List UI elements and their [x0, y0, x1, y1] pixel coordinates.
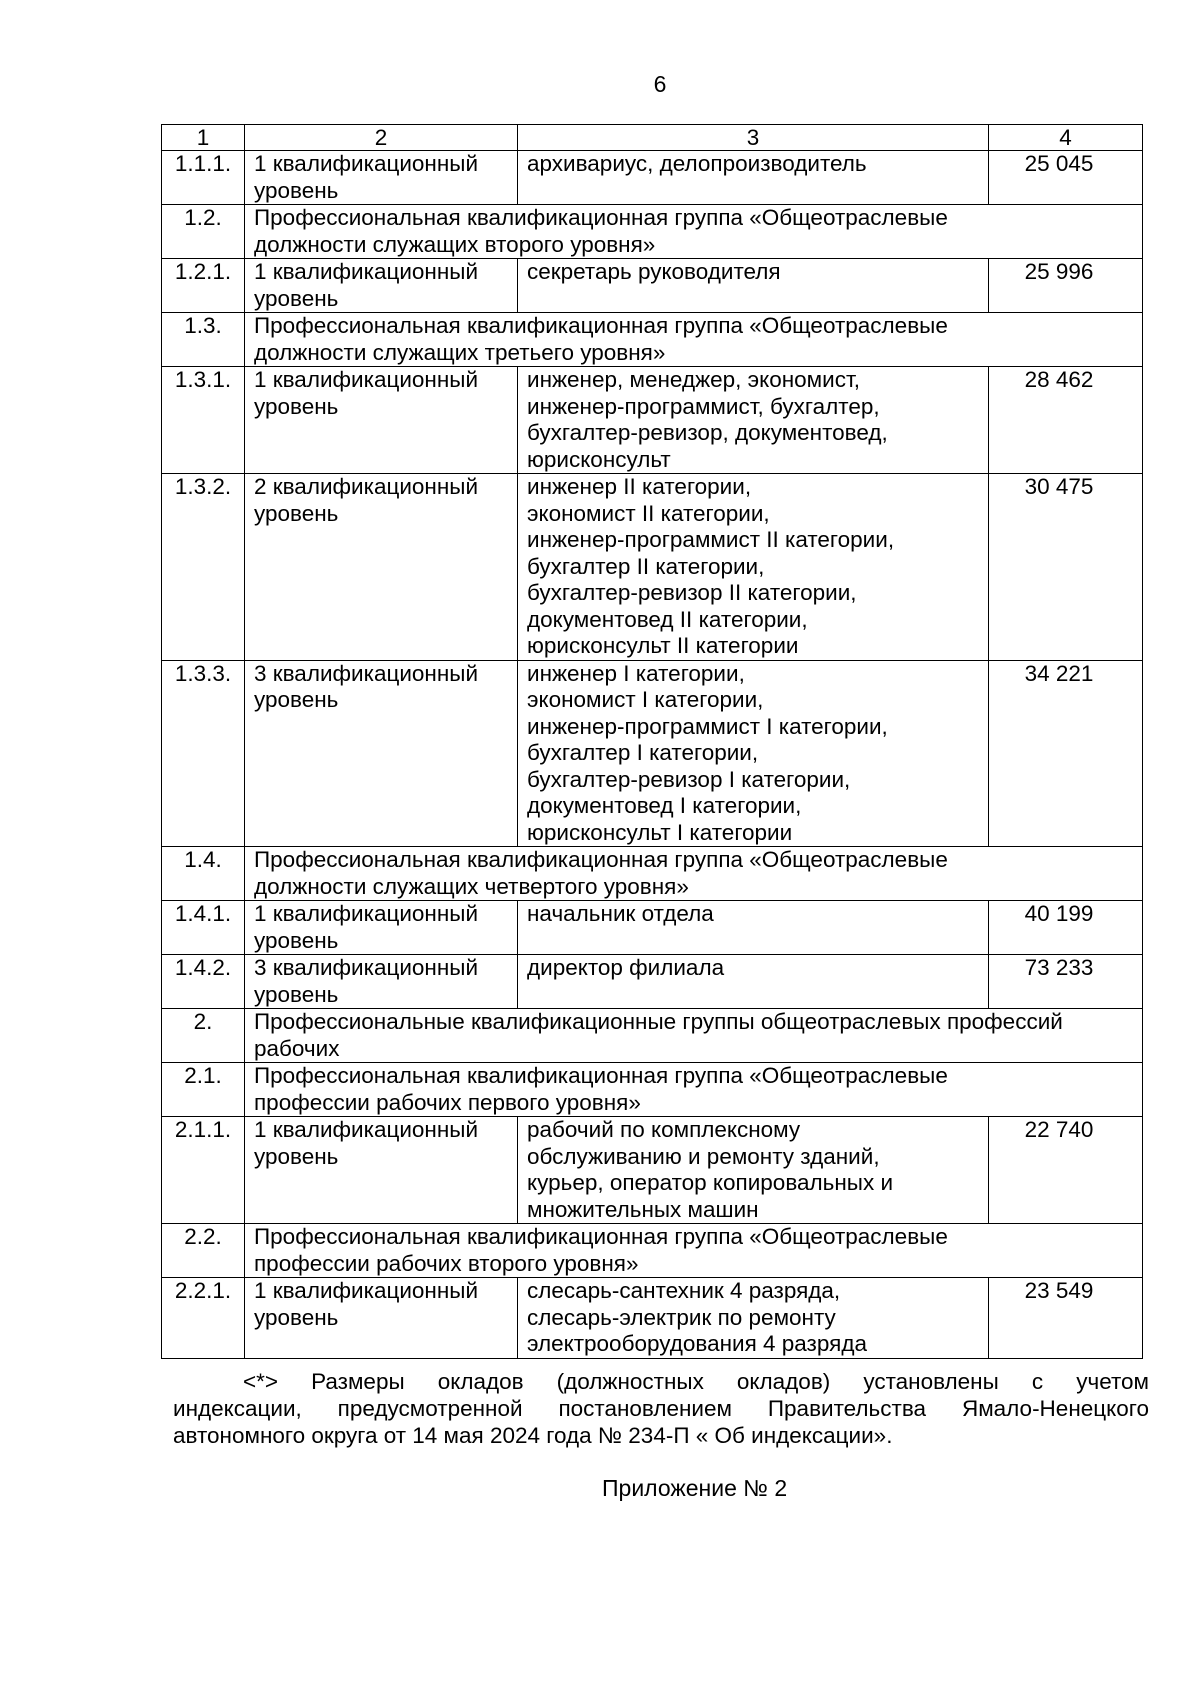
positions-cell	[518, 955, 989, 1009]
row-number: 1.1.1.	[162, 151, 245, 205]
position-line: бухгалтер-ревизор I категории,	[527, 766, 851, 792]
salary-table	[161, 124, 1143, 1359]
group-row	[162, 847, 1143, 901]
group-title-line: должности служащих второго уровня»	[254, 231, 656, 257]
salary-cell: 30 475	[989, 474, 1143, 661]
row-number: 1.4.2.	[162, 955, 245, 1009]
positions-cell	[518, 474, 989, 661]
qualification-level-line: 3 квалификационный	[254, 660, 479, 686]
qualification-level-line: 1 квалификационный	[254, 151, 479, 176]
level-row	[162, 367, 1143, 474]
salary-cell: 25 996	[989, 259, 1143, 313]
footnote	[173, 1368, 1149, 1449]
qualification-level-line: уровень	[254, 981, 339, 1007]
header-cell-4: 4	[989, 125, 1143, 151]
header-cell-1: 1	[162, 125, 245, 151]
row-number: 2.2.1.	[162, 1278, 245, 1359]
group-title-line: должности служащих четвертого уровня»	[254, 873, 689, 899]
footnote-line: автономного округа от 14 мая 2024 года № 234-П « Об индексации».	[173, 1423, 893, 1448]
position-line: архивариус, делопроизводитель	[527, 151, 867, 176]
qualification-level-cell	[245, 660, 518, 847]
level-row	[162, 660, 1143, 847]
table-header-row	[162, 125, 1143, 151]
position-line: инженер, менеджер, экономист,	[527, 367, 861, 392]
position-line: слесарь-сантехник 4 разряда,	[527, 1278, 841, 1303]
positions-cell	[518, 151, 989, 205]
qualification-level-line: 2 квалификационный	[254, 474, 479, 499]
group-row	[162, 1009, 1143, 1063]
header-cell-2: 2	[245, 125, 518, 151]
qualification-level-cell	[245, 474, 518, 661]
group-title-line: рабочих	[254, 1035, 340, 1061]
positions-cell	[518, 660, 989, 847]
row-number: 1.3.1.	[162, 367, 245, 474]
salary-table-body	[162, 125, 1143, 1359]
qualification-level-cell	[245, 955, 518, 1009]
level-row	[162, 1117, 1143, 1224]
position-line: документовед I категории,	[527, 793, 802, 818]
appendix-title: Приложение № 2	[602, 1475, 788, 1501]
qualification-level-line: уровень	[254, 1304, 339, 1330]
group-row	[162, 205, 1143, 259]
position-line: инженер I категории,	[527, 660, 745, 686]
group-title-line: профессии рабочих второго уровня»	[254, 1250, 639, 1276]
position-line: инженер-программист II категории,	[527, 527, 895, 552]
group-title-line: Профессиональная квалификационная группа «Общеотраслевые	[254, 847, 948, 872]
row-number: 2.2.	[162, 1224, 245, 1278]
salary-cell: 40 199	[989, 901, 1143, 955]
page-number: 6	[653, 71, 667, 97]
position-line: юрисконсульт I категории	[527, 819, 793, 845]
qualification-level-cell	[245, 1117, 518, 1224]
group-title-line: Профессиональная квалификационная группа «Общеотраслевые	[254, 1063, 948, 1088]
level-row	[162, 151, 1143, 205]
group-title-cell	[245, 313, 1143, 367]
salary-cell: 28 462	[989, 367, 1143, 474]
position-line: экономист I категории,	[527, 687, 764, 712]
position-line: экономист II категории,	[527, 500, 770, 526]
position-line: секретарь руководителя	[527, 259, 781, 284]
salary-cell: 34 221	[989, 660, 1143, 847]
position-line: юрисконсульт	[527, 446, 671, 472]
position-line: юрисконсульт II категории	[527, 633, 799, 658]
level-row	[162, 955, 1143, 1009]
position-line: бухгалтер-ревизор, документовед,	[527, 420, 888, 445]
row-number: 1.2.1.	[162, 259, 245, 313]
qualification-level-line: уровень	[254, 687, 339, 712]
positions-cell	[518, 901, 989, 955]
position-line: бухгалтер-ревизор II категории,	[527, 580, 857, 605]
qualification-level-line: уровень	[254, 177, 339, 203]
group-title-cell	[245, 1063, 1143, 1117]
positions-cell	[518, 367, 989, 474]
qualification-level-line: 1 квалификационный	[254, 1278, 479, 1303]
position-line: слесарь-электрик по ремонту	[527, 1304, 836, 1330]
qualification-level-line: 1 квалификационный	[254, 901, 479, 926]
salary-cell: 22 740	[989, 1117, 1143, 1224]
position-line: инженер-программист I категории,	[527, 713, 888, 739]
row-number: 1.3.2.	[162, 474, 245, 661]
qualification-level-cell	[245, 259, 518, 313]
position-line: начальник отдела	[527, 901, 714, 926]
qualification-level-cell	[245, 151, 518, 205]
row-number: 1.4.1.	[162, 901, 245, 955]
qualification-level-cell	[245, 901, 518, 955]
qualification-level-line: уровень	[254, 927, 339, 953]
positions-cell	[518, 1117, 989, 1224]
level-row	[162, 1278, 1143, 1359]
position-line: инженер-программист, бухгалтер,	[527, 393, 880, 419]
position-line: курьер, оператор копировальных и	[527, 1170, 894, 1195]
position-line: директор филиала	[527, 955, 725, 980]
position-line: рабочий по комплексному	[527, 1117, 801, 1142]
header-cell-3: 3	[518, 125, 989, 151]
row-number: 2.1.1.	[162, 1117, 245, 1224]
row-number: 2.1.	[162, 1063, 245, 1117]
position-line: электрооборудования 4 разряда	[527, 1331, 867, 1356]
group-title-line: профессии рабочих первого уровня»	[254, 1089, 641, 1115]
qualification-level-line: уровень	[254, 393, 339, 419]
footnote-line: <*> Размеры окладов (должностных окладов) установлены с учетом	[243, 1369, 1149, 1394]
level-row	[162, 474, 1143, 661]
group-row	[162, 1063, 1143, 1117]
qualification-level-line: 1 квалификационный	[254, 259, 479, 284]
salary-cell: 23 549	[989, 1278, 1143, 1359]
qualification-level-line: 1 квалификационный	[254, 367, 479, 392]
row-number: 1.3.	[162, 313, 245, 367]
salary-cell: 25 045	[989, 151, 1143, 205]
position-line: бухгалтер I категории,	[527, 740, 759, 765]
group-title-line: должности служащих третьего уровня»	[254, 339, 666, 365]
footnote-line: индексации, предусмотренной постановлением Правительства Ямало-Ненецкого	[173, 1396, 1149, 1421]
group-row	[162, 313, 1143, 367]
row-number: 2.	[162, 1009, 245, 1063]
group-title-cell	[245, 1009, 1143, 1063]
salary-cell: 73 233	[989, 955, 1143, 1009]
level-row	[162, 259, 1143, 313]
group-title-cell	[245, 205, 1143, 259]
qualification-level-line: 3 квалификационный	[254, 955, 479, 980]
qualification-level-cell	[245, 1278, 518, 1359]
group-row	[162, 1224, 1143, 1278]
group-title-cell	[245, 1224, 1143, 1278]
group-title-line: Профессиональная квалификационная группа «Общеотраслевые	[254, 205, 948, 230]
row-number: 1.2.	[162, 205, 245, 259]
group-title-cell	[245, 847, 1143, 901]
row-number: 1.4.	[162, 847, 245, 901]
group-title-line: Профессиональная квалификационная группа «Общеотраслевые	[254, 313, 948, 338]
position-line: документовед II категории,	[527, 606, 808, 632]
positions-cell	[518, 1278, 989, 1359]
qualification-level-line: уровень	[254, 285, 339, 311]
position-line: инженер II категории,	[527, 474, 752, 499]
position-line: множительных машин	[527, 1196, 759, 1222]
qualification-level-cell	[245, 367, 518, 474]
qualification-level-line: уровень	[254, 1143, 339, 1169]
position-line: бухгалтер II категории,	[527, 553, 765, 579]
group-title-line: Профессиональная квалификационная группа «Общеотраслевые	[254, 1224, 948, 1249]
group-title-line: Профессиональные квалификационные группы общеотраслевых профессий	[254, 1009, 1063, 1034]
row-number: 1.3.3.	[162, 660, 245, 847]
positions-cell	[518, 259, 989, 313]
level-row	[162, 901, 1143, 955]
qualification-level-line: уровень	[254, 500, 339, 526]
position-line: обслуживанию и ремонту зданий,	[527, 1143, 880, 1169]
qualification-level-line: 1 квалификационный	[254, 1117, 479, 1142]
